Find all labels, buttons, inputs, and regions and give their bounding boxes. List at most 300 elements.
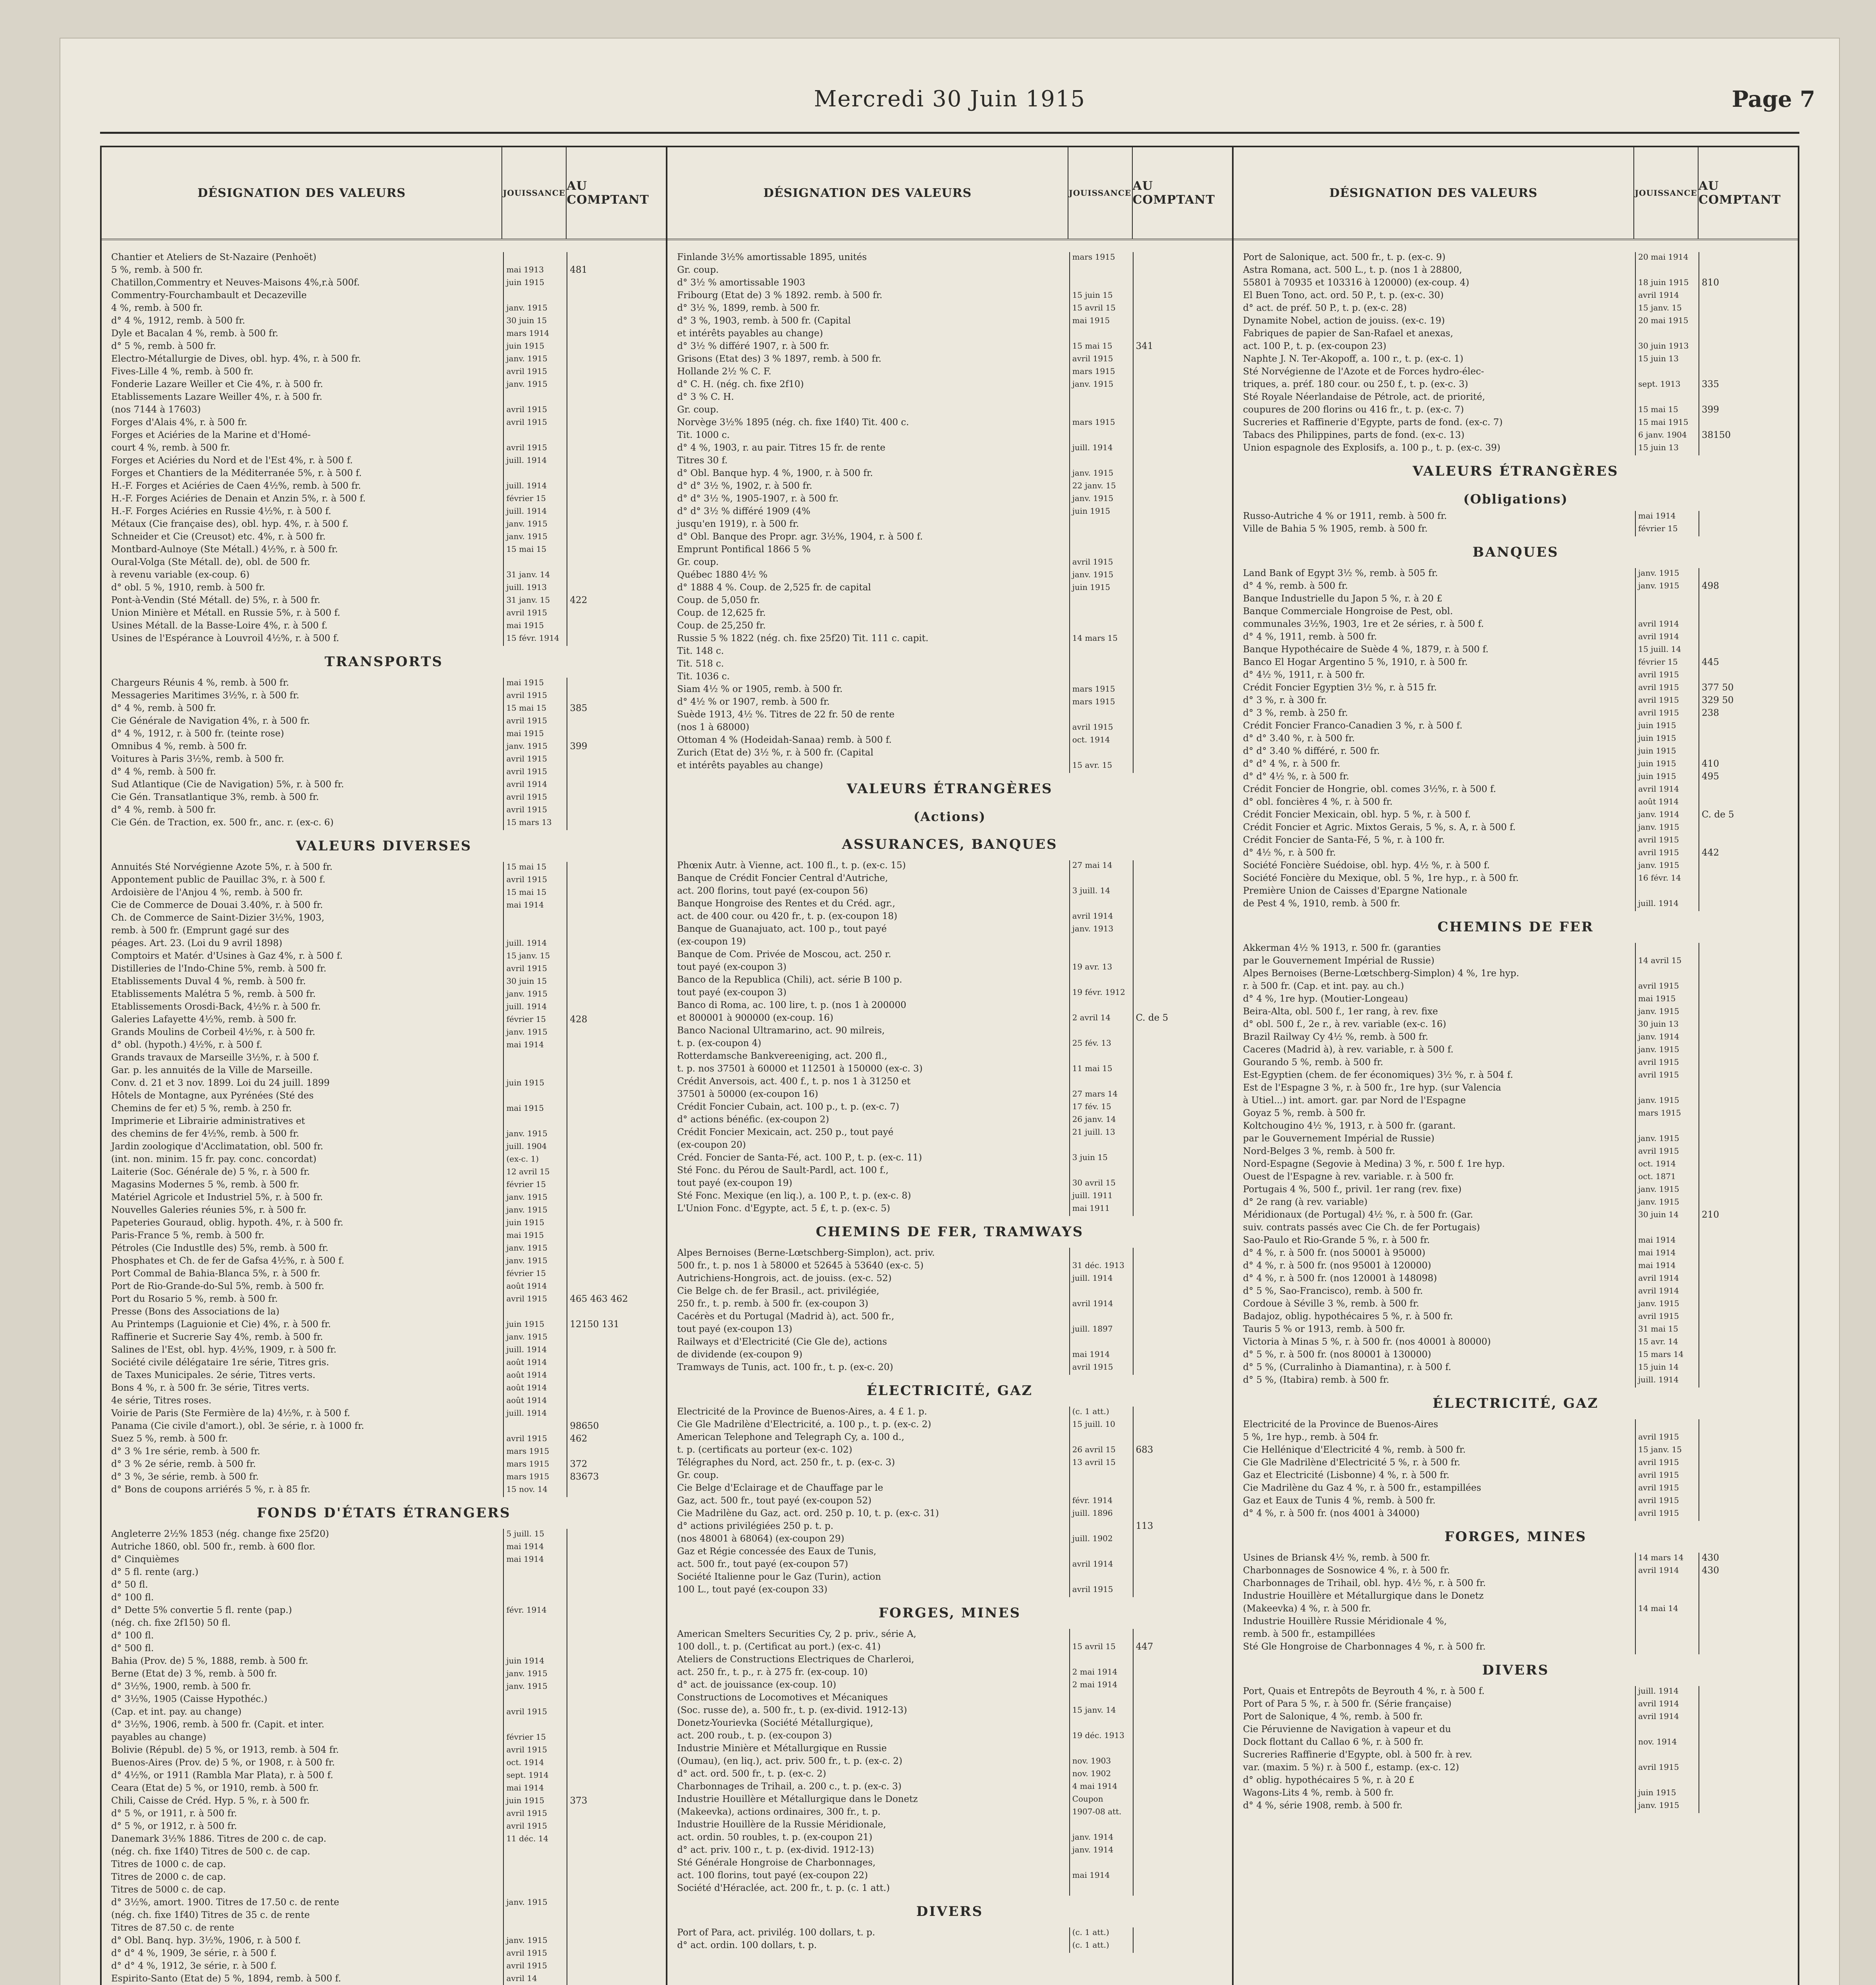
quotation-row [667, 621, 1232, 633]
jouissance-date: 26 janv. 14 [1069, 1114, 1133, 1127]
jouissance-date: août 1914 [503, 1357, 567, 1370]
security-name: d° Obl. Banque des Propr. agr. 3½%, 1904, r. à 500 f. [677, 532, 923, 542]
cash-price: 12150 131 [567, 1319, 666, 1332]
jouissance-date: janv. 1915 [503, 1243, 567, 1256]
jouissance-date [503, 290, 567, 303]
cash-price [1699, 1686, 1798, 1699]
security-name: Sté Royale Néerlandaise de Pétrole, act. de priorité, [1243, 392, 1485, 402]
cash-price [1699, 1337, 1798, 1349]
security-name: (int. non. minim. 15 fr. pay. conc. concordat) [111, 1154, 317, 1164]
quotation-row [1234, 1457, 1798, 1470]
security-name: Société civile délégataire 1re série, Titres gris. [111, 1357, 329, 1368]
jouissance-date [1069, 1743, 1133, 1756]
security-name: Sté Fonc. du Pérou de Sault-Pardl, act. 100 f., [677, 1165, 889, 1176]
cash-price [1133, 671, 1232, 684]
cash-price [1133, 544, 1232, 557]
jouissance-date: avril 1915 [1069, 722, 1133, 735]
quotation-row [102, 493, 666, 506]
security-name: Fabriques de papier de San-Rafael et anexas, [1243, 328, 1454, 339]
jouissance-date: mars 1915 [1069, 684, 1133, 697]
quotation-row [667, 570, 1232, 582]
cash-price [567, 1935, 666, 1948]
cash-price [567, 1395, 666, 1408]
cash-price [1133, 1349, 1232, 1362]
quotation-row [1234, 619, 1798, 632]
quotation-row [102, 1656, 666, 1669]
security-name: d° 4½%, or 1911 (Rambla Mar Plata), r. à 500 f. [111, 1770, 334, 1781]
cash-price [567, 1592, 666, 1605]
quotation-row [1234, 994, 1798, 1006]
cash-price [567, 544, 666, 557]
quotation-row [667, 265, 1232, 278]
cash-price [1133, 316, 1232, 328]
jouissance-date: mai 1914 [1635, 1235, 1699, 1248]
cash-price [1133, 366, 1232, 379]
security-name: Coup. de 5,050 fr. [677, 595, 760, 605]
security-name: Première Union de Caisses d'Epargne Nationale [1243, 886, 1467, 896]
quotation-row [1234, 278, 1798, 290]
security-name: Siam 4½ % or 1905, remb. à 500 fr. [677, 684, 843, 694]
security-name: Port de Rio-Grande-do-Sul 5%, remb. à 500 fr. [111, 1281, 324, 1291]
security-name: Usines de l'Espérance à Louvroil 4½%, r. à 500 f. [111, 633, 339, 644]
jouissance-date [1069, 1629, 1133, 1642]
jouissance-date [1069, 1000, 1133, 1013]
security-name: Crédit Foncier de Santa-Fé, 5 %, r. à 100 fr. [1243, 835, 1445, 845]
cash-price [567, 690, 666, 703]
security-name: à revenu variable (ex-coup. 6) [111, 570, 250, 580]
security-name: d° act. ord. 500 fr., t. p. (ex-c. 2) [677, 1769, 826, 1779]
quotation-row [102, 1681, 666, 1694]
security-name: Titres de 1000 c. de cap. [111, 1859, 226, 1869]
cash-price [1133, 493, 1232, 506]
quotation-row [102, 925, 666, 938]
quotation-row [667, 1038, 1232, 1051]
quotation-row [667, 557, 1232, 570]
quotation-row [102, 1580, 666, 1592]
quotation-row [1234, 670, 1798, 682]
quotation-row [1234, 1800, 1798, 1813]
header-comptant: AU COMPTANT [1698, 179, 1781, 207]
jouissance-date: mai 1914 [503, 1040, 567, 1052]
header-designation: DÉSIGNATION DES VALEURS [102, 147, 502, 239]
quotation-row [102, 443, 666, 455]
security-name: court 4 %, remb. à 500 fr. [111, 443, 230, 453]
jouissance-date: 1907-08 att. [1069, 1807, 1133, 1819]
cash-price [1133, 748, 1232, 760]
jouissance-date: juin 1915 [503, 341, 567, 354]
jouissance-date: avril 1915 [503, 417, 567, 430]
security-name: Tit. 1036 c. [677, 671, 730, 682]
jouissance-date: 21 juill. 13 [1069, 1127, 1133, 1140]
jouissance-date: juin 1915 [1635, 771, 1699, 784]
jouissance-date: janv. 1915 [503, 379, 567, 392]
security-name: act. 500 fr., tout payé (ex-coupon 57) [677, 1559, 848, 1569]
quotation-row [667, 481, 1232, 493]
cash-price [1699, 968, 1798, 981]
jouissance-date: 15 mars 13 [503, 817, 567, 830]
security-name: d° 4½ % or 1907, remb. à 500 fr. [677, 697, 830, 707]
security-name: Sao-Paulo et Rio-Grande 5 %, r. à 500 fr. [1243, 1235, 1430, 1245]
security-name: Sté Norvégienne de l'Azote et de Forces hydro-élec- [1243, 366, 1484, 377]
security-name: Industrie Houillère de la Russie Méridionale, [677, 1819, 886, 1830]
jouissance-date [1069, 1883, 1133, 1896]
quotation-row [667, 1165, 1232, 1178]
security-name: (ex-coupon 19) [677, 937, 746, 947]
quotation-row [102, 989, 666, 1002]
quotation-row [1234, 1260, 1798, 1273]
jouissance-date [1069, 1572, 1133, 1584]
section-title: VALEURS ÉTRANGÈRES [1412, 463, 1619, 479]
header-comptant: AU COMPTANT [1132, 179, 1215, 207]
cash-price [1699, 1273, 1798, 1286]
quotation-row [1234, 1432, 1798, 1445]
jouissance-date: août 1914 [503, 1395, 567, 1408]
jouissance-date: avril 1915 [503, 608, 567, 621]
quotation-row [102, 1002, 666, 1014]
security-name: Papeteries Gouraud, oblig. hypoth. 4%, r. à 500 fr. [111, 1218, 343, 1228]
jouissance-date: janv. 1915 [503, 741, 567, 754]
cash-price [1699, 1349, 1798, 1362]
cash-price [1133, 1559, 1232, 1572]
security-name: Société Foncière du Mexique, obl. 5 %, 1re hyp., r. à 500 fr. [1243, 873, 1519, 883]
jouissance-date [1635, 1616, 1699, 1629]
security-name: Gaz et Eaux de Tunis 4 %, remb. à 500 fr. [1243, 1495, 1436, 1506]
cash-price [1699, 1286, 1798, 1299]
cash-price [1133, 1940, 1232, 1953]
cash-price [1699, 1432, 1798, 1445]
security-name: Banque de Crédit Foncier Central d'Autriche, [677, 873, 888, 883]
security-name: Schneider et Cie (Creusot) etc. 4%, r. à 500 fr. [111, 532, 326, 542]
jouissance-date [503, 430, 567, 443]
quotation-row [1234, 695, 1798, 708]
column-header [667, 147, 1232, 240]
quotation-row [667, 1546, 1232, 1559]
cash-price [567, 925, 666, 938]
cash-price [1699, 746, 1798, 759]
jouissance-date: avril 1915 [1635, 1470, 1699, 1483]
cash-price [1699, 606, 1798, 619]
security-name: Zurich (Etat de) 3½ %, r. à 500 fr. (Capital [677, 748, 873, 758]
jouissance-date: 27 mai 14 [1069, 860, 1133, 873]
security-name: (Makeevka) 4 %, r. à 500 fr. [1243, 1603, 1371, 1614]
jouissance-date [1069, 621, 1133, 633]
quotation-row [667, 1858, 1232, 1870]
security-name: communales 3½%, 1903, 1re et 2e séries, r. à 500 f. [1243, 619, 1484, 629]
cash-price [567, 1281, 666, 1294]
quotation-row [102, 1446, 666, 1459]
jouissance-date: août 1914 [503, 1281, 567, 1294]
security-name: Pont-à-Vendin (Sté Métall. de) 5%, r. à 500 fr. [111, 595, 320, 605]
cash-price [1699, 1159, 1798, 1172]
security-name: Galeries Lafayette 4½%, remb. à 500 fr. [111, 1014, 297, 1025]
cash-price [1699, 835, 1798, 848]
quotation-row [667, 1178, 1232, 1191]
quotation-row [102, 405, 666, 417]
quotation-row [102, 1834, 666, 1846]
security-name: (nos 1 à 68000) [677, 722, 750, 732]
security-name: Badajoz, oblig. hypothécaires 5 %, r. à 500 fr. [1243, 1311, 1453, 1322]
security-name: Tit. 148 c. [677, 646, 724, 656]
quotation-row [667, 1445, 1232, 1457]
security-name: Port Commal de Bahia-Blanca 5%, r. à 500 fr. [111, 1268, 320, 1279]
security-name: Banco di Roma, ac. 100 lire, t. p. (nos 1 à 200000 [677, 1000, 906, 1010]
security-name: d° act. ordin. 100 dollars, t. p. [677, 1940, 817, 1950]
header-date: Mercredi 30 Juin 1915 [814, 86, 1085, 112]
quotation-row [667, 1273, 1232, 1286]
cash-price [1133, 405, 1232, 417]
cash-price [567, 443, 666, 455]
security-name: Electro-Métallurgie de Dives, obl. hyp. 4%, r. à 500 fr. [111, 354, 361, 364]
quotation-row [667, 1705, 1232, 1718]
quotation-row [102, 754, 666, 767]
cash-price [567, 1745, 666, 1758]
jouissance-date: avril 1915 [503, 405, 567, 417]
jouissance-date: janv. 1915 [503, 1205, 567, 1218]
cash-price [567, 779, 666, 792]
security-name: Cie de Commerce de Douai 3.40%, r. à 500 fr. [111, 900, 323, 910]
cash-price [1133, 1680, 1232, 1692]
cash-price: 810 [1699, 278, 1798, 290]
quotation-row [667, 1248, 1232, 1260]
quotation-row [1234, 430, 1798, 443]
security-name: d° act. priv. 100 r., t. p. (ex-divid. 1912-13) [677, 1845, 874, 1855]
quotation-row [1234, 1006, 1798, 1019]
security-name: Constructions de Locomotives et Mécaniques [677, 1692, 888, 1703]
quotation-row [102, 1732, 666, 1745]
cash-price: 430 [1699, 1553, 1798, 1565]
security-name: Voitures à Paris 3½%, remb. à 500 fr. [111, 754, 284, 764]
cash-price: 341 [1133, 341, 1232, 354]
jouissance-date: mai 1914 [1635, 1248, 1699, 1260]
quotation-row [667, 1781, 1232, 1794]
security-name: Sud Atlantique (Cie de Navigation) 5%, r. à 500 fr. [111, 779, 344, 790]
security-name: 5 %, remb. à 500 fr. [111, 265, 203, 275]
cash-price [1133, 1191, 1232, 1203]
quotation-row [667, 1000, 1232, 1013]
cash-price: 683 [1133, 1445, 1232, 1457]
jouissance-date: janv. 1914 [1635, 1032, 1699, 1045]
quotation-row [667, 1769, 1232, 1781]
quotation-row [667, 671, 1232, 684]
jouissance-date [1635, 1724, 1699, 1737]
quotation-row [102, 1669, 666, 1681]
jouissance-date: 12 avril 15 [503, 1167, 567, 1179]
security-name: 5 %, 1re hyp., remb. à 504 fr. [1243, 1432, 1379, 1442]
quotation-row [102, 1808, 666, 1821]
security-name: d° obl. 5 %, 1910, remb. à 500 fr. [111, 582, 265, 593]
jouissance-date [503, 1694, 567, 1707]
jouissance-date: 25 fév. 13 [1069, 1038, 1133, 1051]
cash-price [567, 1694, 666, 1707]
security-name: Banque Hongroise des Rentes et du Créd. agr., [677, 898, 895, 909]
quotation-row [1234, 721, 1798, 733]
security-name: d° 3½%, 1900, remb. à 500 fr. [111, 1681, 251, 1692]
jouissance-date: mai 1915 [503, 621, 567, 633]
security-name: d° Obl. Banq. hyp. 3½%, 1906, r. à 500 f. [111, 1935, 301, 1946]
jouissance-date [503, 1421, 567, 1434]
security-name: d° 3 %, 3e série, remb. à 500 fr. [111, 1472, 259, 1482]
cash-price [567, 1783, 666, 1796]
cash-price [1133, 290, 1232, 303]
security-name: Emprunt Pontifical 1866 5 % [677, 544, 811, 555]
quotation-row [667, 1927, 1232, 1940]
jouissance-date [503, 925, 567, 938]
quotation-row [667, 1140, 1232, 1152]
security-name: Grands Moulins de Corbeil 4½%, r. à 500 fr. [111, 1027, 316, 1037]
jouissance-date [503, 1872, 567, 1885]
quotation-row [667, 1680, 1232, 1692]
cash-price [1699, 354, 1798, 366]
security-name: Cie Gle Madrilène d'Electricité 5 %, r. à 500 fr. [1243, 1457, 1460, 1468]
cash-price [1133, 621, 1232, 633]
security-name: (nos 48001 à 68064) (ex-coupon 29) [677, 1534, 844, 1544]
jouissance-date: janv. 1915 [503, 303, 567, 316]
security-name: tout payé (ex-coupon 3) [677, 987, 787, 998]
security-name: Coup. de 12,625 fr. [677, 608, 766, 618]
jouissance-date [1069, 544, 1133, 557]
jouissance-date: avril 1915 [1069, 1362, 1133, 1375]
jouissance-date: avril 1915 [503, 1434, 567, 1446]
cash-price [1133, 1819, 1232, 1832]
quotation-row [667, 1152, 1232, 1165]
security-name: Charbonnages de Sosnowice 4 %, r. à 500 fr. [1243, 1565, 1450, 1576]
cash-price: 447 [1133, 1642, 1232, 1654]
cash-price [567, 1040, 666, 1052]
cash-price [1699, 1057, 1798, 1070]
jouissance-date: mai 1915 [1635, 994, 1699, 1006]
section-title: FORGES, MINES [878, 1605, 1021, 1621]
security-name: Hôtels de Montagne, aux Pyrénées (Sté des [111, 1091, 314, 1101]
security-name: Ouest de l'Espagne à rev. variable. r. à 500 fr. [1243, 1172, 1454, 1182]
quotation-row [1234, 1470, 1798, 1483]
quotation-row [667, 886, 1232, 898]
header-rule [100, 132, 1799, 134]
quotation-row [102, 1040, 666, 1052]
quotation-row [1234, 265, 1798, 278]
jouissance-date [1635, 968, 1699, 981]
security-name: Autrichiens-Hongrois, act. de jouiss. (ex-c. 52) [677, 1273, 892, 1284]
security-name: Banque de Guanajuato, act. 100 p., tout payé [677, 924, 887, 934]
cash-price [567, 678, 666, 690]
cash-price [1699, 943, 1798, 956]
jouissance-date: janv. 1915 [1635, 581, 1699, 594]
quotation-row [667, 252, 1232, 265]
security-name: H.-F. Forges et Aciéries de Caen 4½%, remb. à 500 fr. [111, 481, 361, 491]
quotation-row [102, 1027, 666, 1040]
quotation-row [1234, 809, 1798, 822]
jouissance-date: mai 1911 [1069, 1203, 1133, 1216]
newspaper-page [60, 38, 1840, 1985]
security-name: Tit. 1000 c. [677, 430, 730, 440]
quotation-row [667, 1870, 1232, 1883]
security-name: Société Foncière Suédoise, obl. hyp. 4½ %, r. à 500 f. [1243, 860, 1490, 871]
quotation-row [1234, 1578, 1798, 1591]
quotation-row [667, 1718, 1232, 1731]
cash-price [567, 976, 666, 989]
cash-price [1699, 1260, 1798, 1273]
section-title: ASSURANCES, BANQUES [842, 836, 1058, 852]
quotation-row [667, 1508, 1232, 1521]
column-body [102, 240, 666, 1985]
jouissance-date [1635, 1750, 1699, 1762]
security-name: Norvège 3½% 1895 (nég. ch. fixe 1f40) Tit. 400 c. [677, 417, 909, 428]
jouissance-date: 15 janv. 15 [503, 951, 567, 964]
security-name: Berne (Etat de) 3 %, remb. à 500 fr. [111, 1669, 277, 1679]
quotation-row [102, 862, 666, 875]
security-name: r. à 500 fr. (Cap. et int. pay. au ch.) [1243, 981, 1404, 991]
quotation-row [667, 1483, 1232, 1495]
jouissance-date: 15 janv. 15 [1635, 1445, 1699, 1457]
jouissance-date: avril 1914 [1069, 911, 1133, 924]
jouissance-date: janv. 1915 [1635, 1006, 1699, 1019]
jouissance-date: avril 1915 [503, 1948, 567, 1961]
cash-price [1699, 1095, 1798, 1108]
jouissance-date: 14 mars 15 [1069, 633, 1133, 646]
column-body [667, 240, 1232, 1985]
quotation-row [102, 1256, 666, 1268]
quotation-row [1234, 797, 1798, 809]
jouissance-date: 11 déc. 14 [503, 1834, 567, 1846]
cash-price [1133, 1534, 1232, 1546]
jouissance-date [1069, 1311, 1133, 1324]
quotation-row [1234, 341, 1798, 354]
quotation-row [102, 1973, 666, 1985]
quotation-row [102, 316, 666, 328]
cash-price: 399 [1699, 405, 1798, 417]
security-name: d° 3½ % différé 1907, r. à 500 fr. [677, 341, 829, 351]
quotation-row [667, 1584, 1232, 1597]
security-name: d° 4 %, 1911, remb. à 500 fr. [1243, 632, 1377, 642]
security-name: Chargeurs Réunis 4 %, remb. à 500 fr. [111, 678, 289, 688]
security-name: d° 3 % C. H. [677, 392, 734, 402]
cash-price [567, 1669, 666, 1681]
security-name: Banco de la Republica (Chili), act. série B 100 p. [677, 975, 902, 985]
security-name: Paris-France 5 %, remb. à 500 fr. [111, 1230, 265, 1241]
security-name: Crédit Anversois, act. 400 f., t. p. nos 1 à 31250 et [677, 1076, 911, 1087]
cash-price [1133, 659, 1232, 671]
quotation-row [1234, 354, 1798, 366]
quotation-row [102, 703, 666, 716]
quotation-row [102, 1052, 666, 1065]
quotation-row [102, 779, 666, 792]
jouissance-date: 31 mai 15 [1635, 1324, 1699, 1337]
security-name: d° 100 fl. [111, 1592, 154, 1603]
cash-price [1133, 1769, 1232, 1781]
security-name: Crédit Foncier de Hongrie, obl. comes 3½%, r. à 500 f. [1243, 784, 1496, 794]
jouissance-date: 15 mars 14 [1635, 1349, 1699, 1362]
jouissance-date: avril 1915 [503, 366, 567, 379]
security-name: Cie Belge d'Eclairage et de Chauffage par le [677, 1483, 883, 1493]
security-name: Banque Commerciale Hongroise de Pest, obl. [1243, 606, 1453, 617]
quotation-row [102, 506, 666, 519]
cash-price [567, 1446, 666, 1459]
jouissance-date [1069, 1470, 1133, 1483]
security-name: Cie Belge ch. de fer Brasil., act. privilégiée, [677, 1286, 879, 1296]
security-name: Matériel Agricole et Industriel 5%, r. à 500 fr. [111, 1192, 323, 1203]
security-name: Crédit Foncier Cubain, act. 100 p., t. p. (ex-c. 7) [677, 1102, 899, 1112]
cash-price [1133, 1667, 1232, 1680]
quotation-row [102, 792, 666, 805]
quotation-row [1234, 746, 1798, 759]
jouissance-date: mai 1913 [503, 265, 567, 278]
jouissance-date: (c. 1 att.) [1069, 1927, 1133, 1940]
security-name: Union espagnole des Explosifs, a. 100 p., t. p. (ex-c. 39) [1243, 443, 1501, 453]
quotation-row [667, 392, 1232, 405]
quotation-row [1234, 1108, 1798, 1121]
security-name: Cie Hellénique d'Electricité 4 %, remb. à 500 fr. [1243, 1445, 1466, 1455]
jouissance-date [503, 1643, 567, 1656]
cash-price [1133, 735, 1232, 748]
